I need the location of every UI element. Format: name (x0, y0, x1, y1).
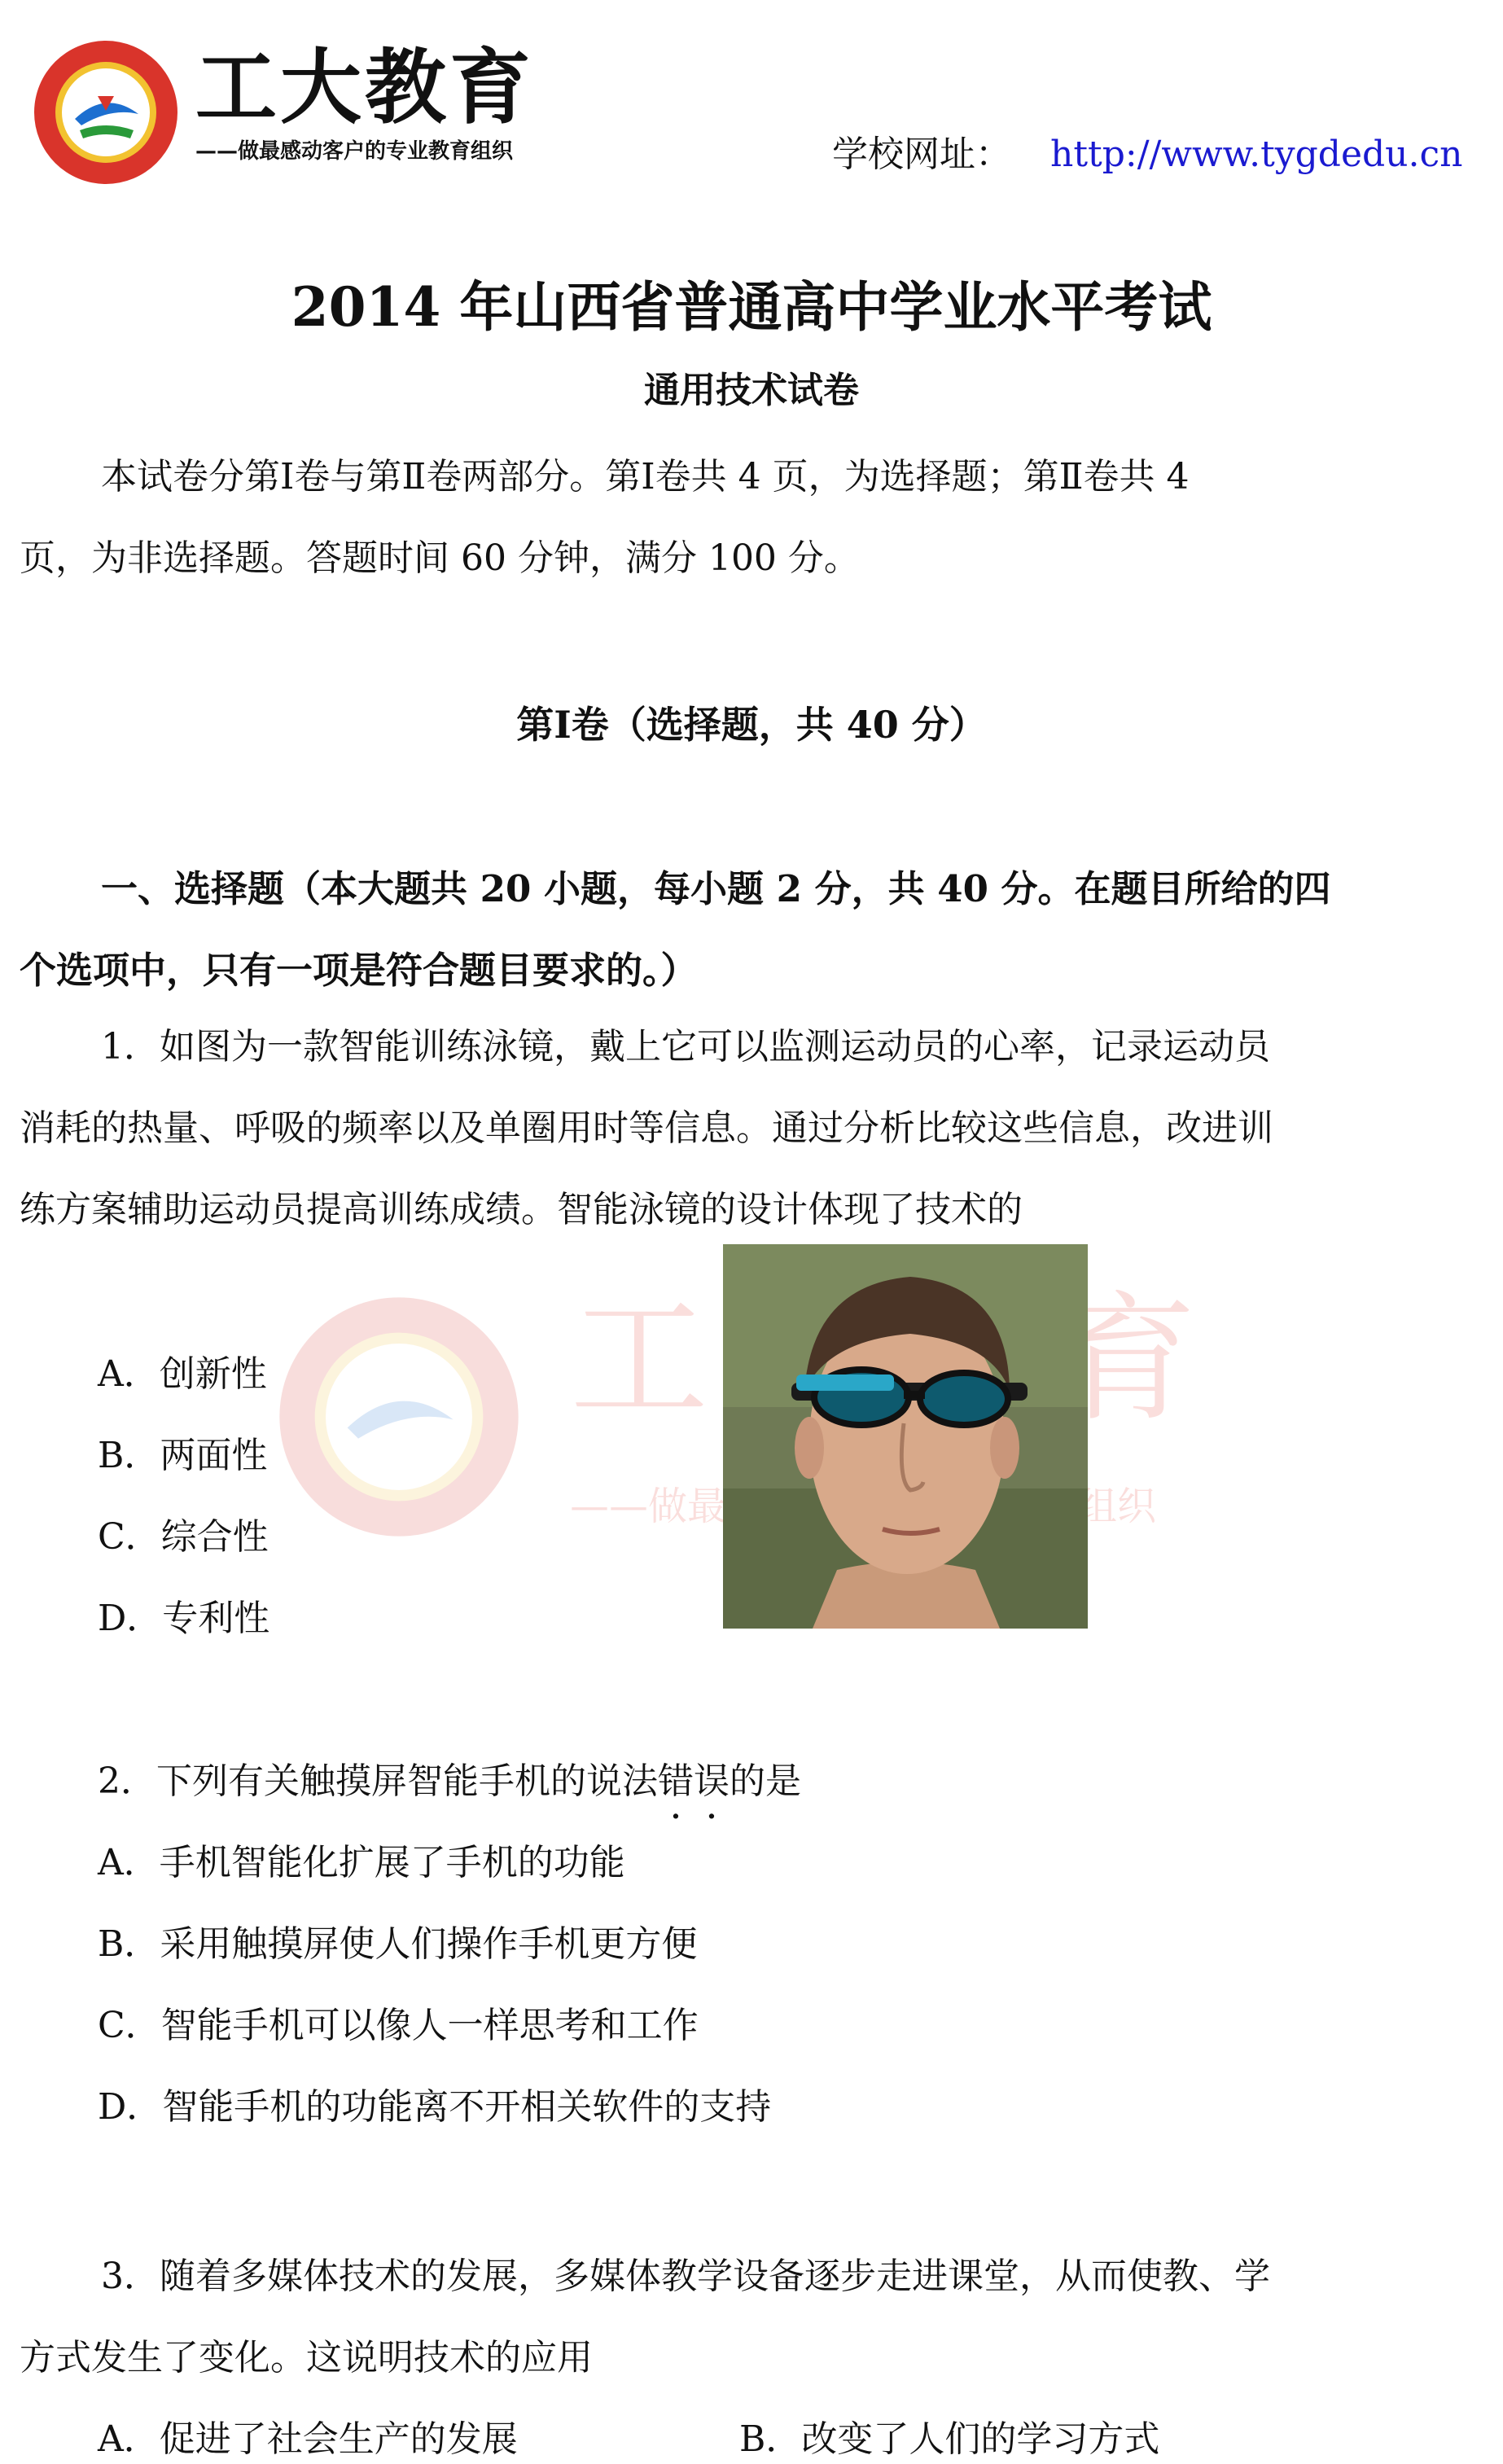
brand-name: 工大教育 (195, 40, 534, 135)
school-logo (33, 39, 179, 186)
question-line: 方式发生了变化。这说明技术的应用 (20, 2337, 593, 2379)
part-heading (20, 848, 1485, 1011)
question-line: 练方案辅助运动员提高训练成绩。智能泳镜的设计体现了技术的 (20, 1189, 1023, 1230)
part-heading-line: 一、选择题（本大题共 20 小题，每小题 2 分，共 40 分。在题目所给的四 (101, 867, 1331, 910)
question-line: 3．随着多媒体技术的发展，多媒体教学设备逐步走进课堂，从而使教、学 (101, 2256, 1270, 2297)
question-2-stem (98, 1757, 801, 1806)
exam-title: 2014 年山西省普通高中学业水平考试 (291, 275, 1212, 339)
question-1-option-d: D．专利性 (98, 1598, 270, 1639)
question-2-stem-text: 2．下列有关触摸屏智能手机的说法 (98, 1760, 658, 1802)
watermark-logo (277, 1295, 521, 1539)
site-label: 学校网址： (832, 134, 1011, 175)
intro-line: 本试卷分第Ⅰ卷与第Ⅱ卷两部分。第Ⅰ卷共 4 页，为选择题；第Ⅱ卷共 4 (101, 456, 1190, 498)
question-1-option-c: C．综合性 (98, 1516, 269, 1558)
brand-slogan: ——做最感动客户的专业教育组织 (195, 139, 514, 164)
question-3-option-a: A．促进了社会生产的发展 (98, 2418, 518, 2460)
question-line: 消耗的热量、呼吸的频率以及单圈用时等信息。通过分析比较这些信息，改进训 (20, 1107, 1273, 1149)
emphasis-char: 错 (658, 1760, 694, 1802)
question-3-option-b: B．改变了人们的学习方式 (739, 2418, 1160, 2460)
intro-line: 页，为非选择题。答题时间 60 分钟，满分 100 分。 (20, 537, 860, 579)
question-1-option-a: A．创新性 (98, 1353, 267, 1395)
question-2-option-d: D．智能手机的功能离不开相关软件的支持 (98, 2086, 772, 2128)
site-url-link[interactable]: http://www.tygdedu.cn (1050, 134, 1463, 175)
question-2-option-c: C．智能手机可以像人一样思考和工作 (98, 2005, 699, 2046)
exam-subtitle: 通用技术试卷 (644, 370, 859, 411)
question-2-stem-end: 的是 (730, 1760, 801, 1802)
part-heading-line: 个选项中，只有一项是符合题目要求的。） (20, 949, 698, 992)
question-line: 1．如图为一款智能训练泳镜，戴上它可以监测运动员的心率，记录运动员 (101, 1026, 1270, 1068)
question-1-option-b: B．两面性 (98, 1435, 268, 1476)
emphasis-char: 误 (694, 1760, 730, 1802)
question-1-stem (20, 1006, 1485, 1251)
question-3-stem (20, 2236, 1485, 2399)
smart-goggles-photo (723, 1244, 1088, 1629)
section-title: 第Ⅰ卷（选择题，共 40 分） (516, 703, 987, 747)
question-2-option-a: A．手机智能化扩展了手机的功能 (98, 1842, 625, 1883)
question-2-option-b: B．采用触摸屏使人们操作手机更方便 (98, 1923, 698, 1965)
exam-intro (20, 436, 1485, 599)
